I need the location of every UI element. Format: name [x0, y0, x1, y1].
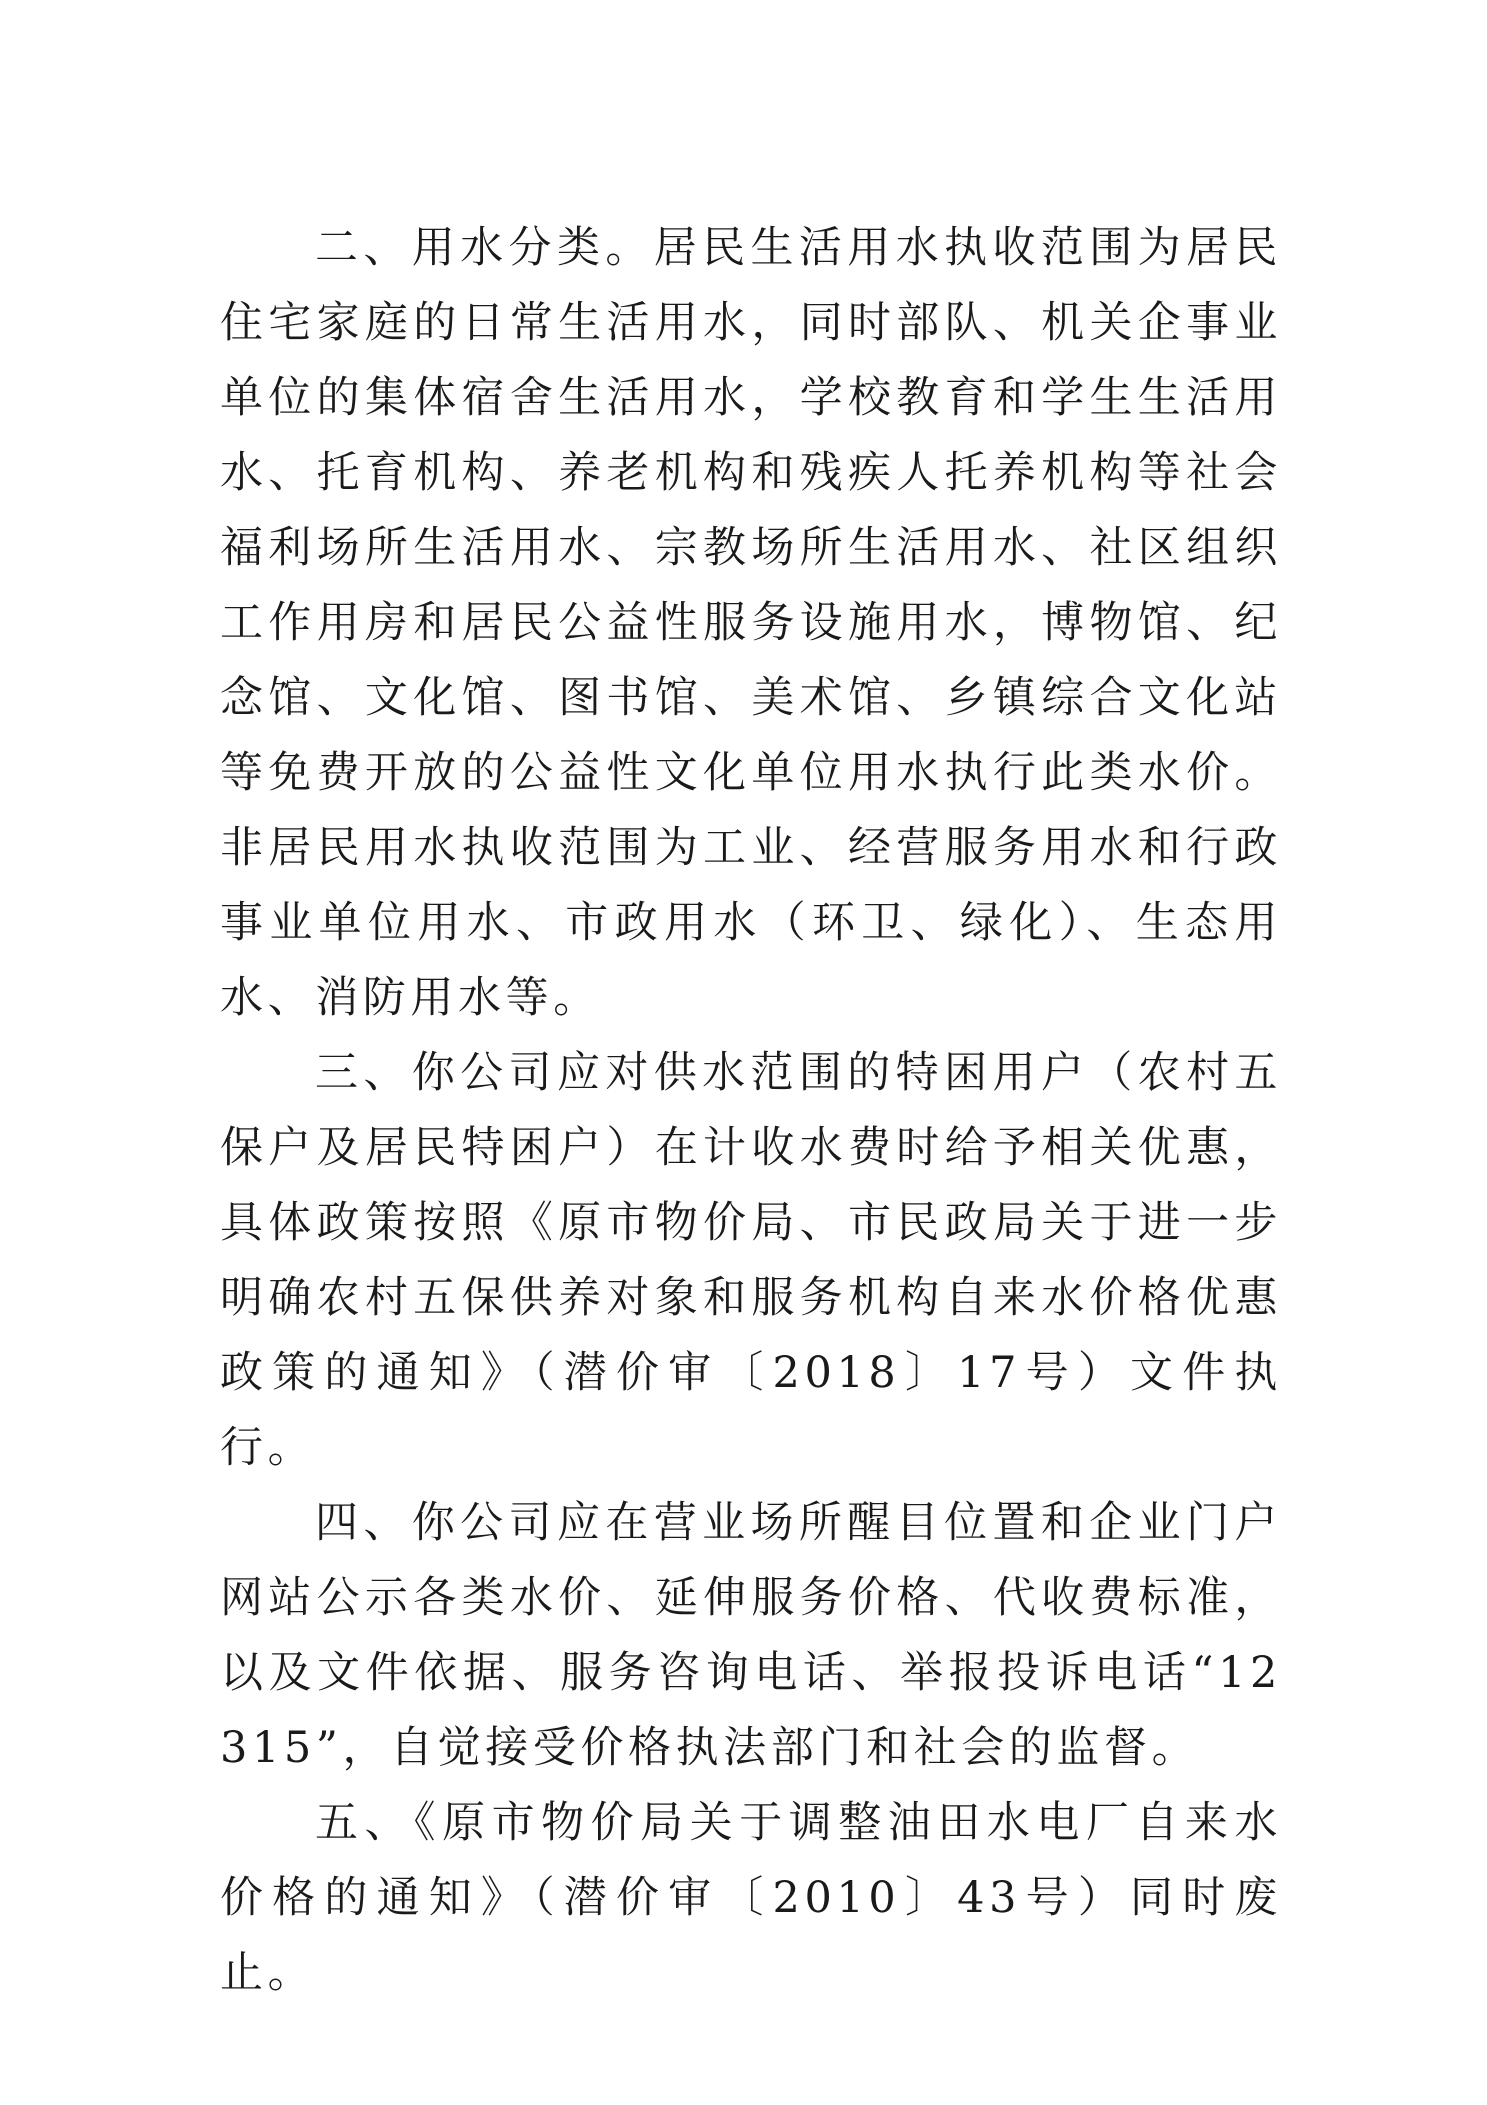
paragraph-water-classification: 二、用水分类。居民生活用水执收范围为居民住宅家庭的日常生活用水，同时部队、机关企事业单位的集体宿舍生活用水，学校教育和学生生活用水、托育机构、养老机构和残疾人托养机构等社会福利场所生活用水、宗教场所生活用水、社区组织工作用房和居民公益性服务设施用水，博物馆、纪念馆、文化馆、图书馆、美术馆、乡镇综合文化站等免费开放的公益性文化单位用水执行此类水价。非居民用水执收范围为工业、经营服务用水和行政事业单位用水、市政用水（环卫、绿化）、生态用水、消防用水等。: [220, 223, 1282, 1023]
document-body: [220, 211, 1282, 2011]
paragraph-price-disclosure: 四、你公司应在营业场所醒目位置和企业门户网站公示各类水价、延伸服务价格、代收费标准，以及文件依据、服务咨询电话、举报投诉电话“12315”，自觉接受价格执法部门和社会的监督。: [220, 1498, 1282, 1773]
paragraph-repeal: 五、《原市物价局关于调整油田水电厂自来水价格的通知》（潜价审〔2010〕43号）同时废止。: [220, 1798, 1282, 1998]
paragraph-hardship-users: 三、你公司应对供水范围的特困用户（农村五保户及居民特困户）在计收水费时给予相关优惠，具体政策按照《原市物价局、市民政局关于进一步明确农村五保供养对象和服务机构自来水价格优惠政策的通知》（潜价审〔2018〕17号）文件执行。: [220, 1048, 1282, 1473]
